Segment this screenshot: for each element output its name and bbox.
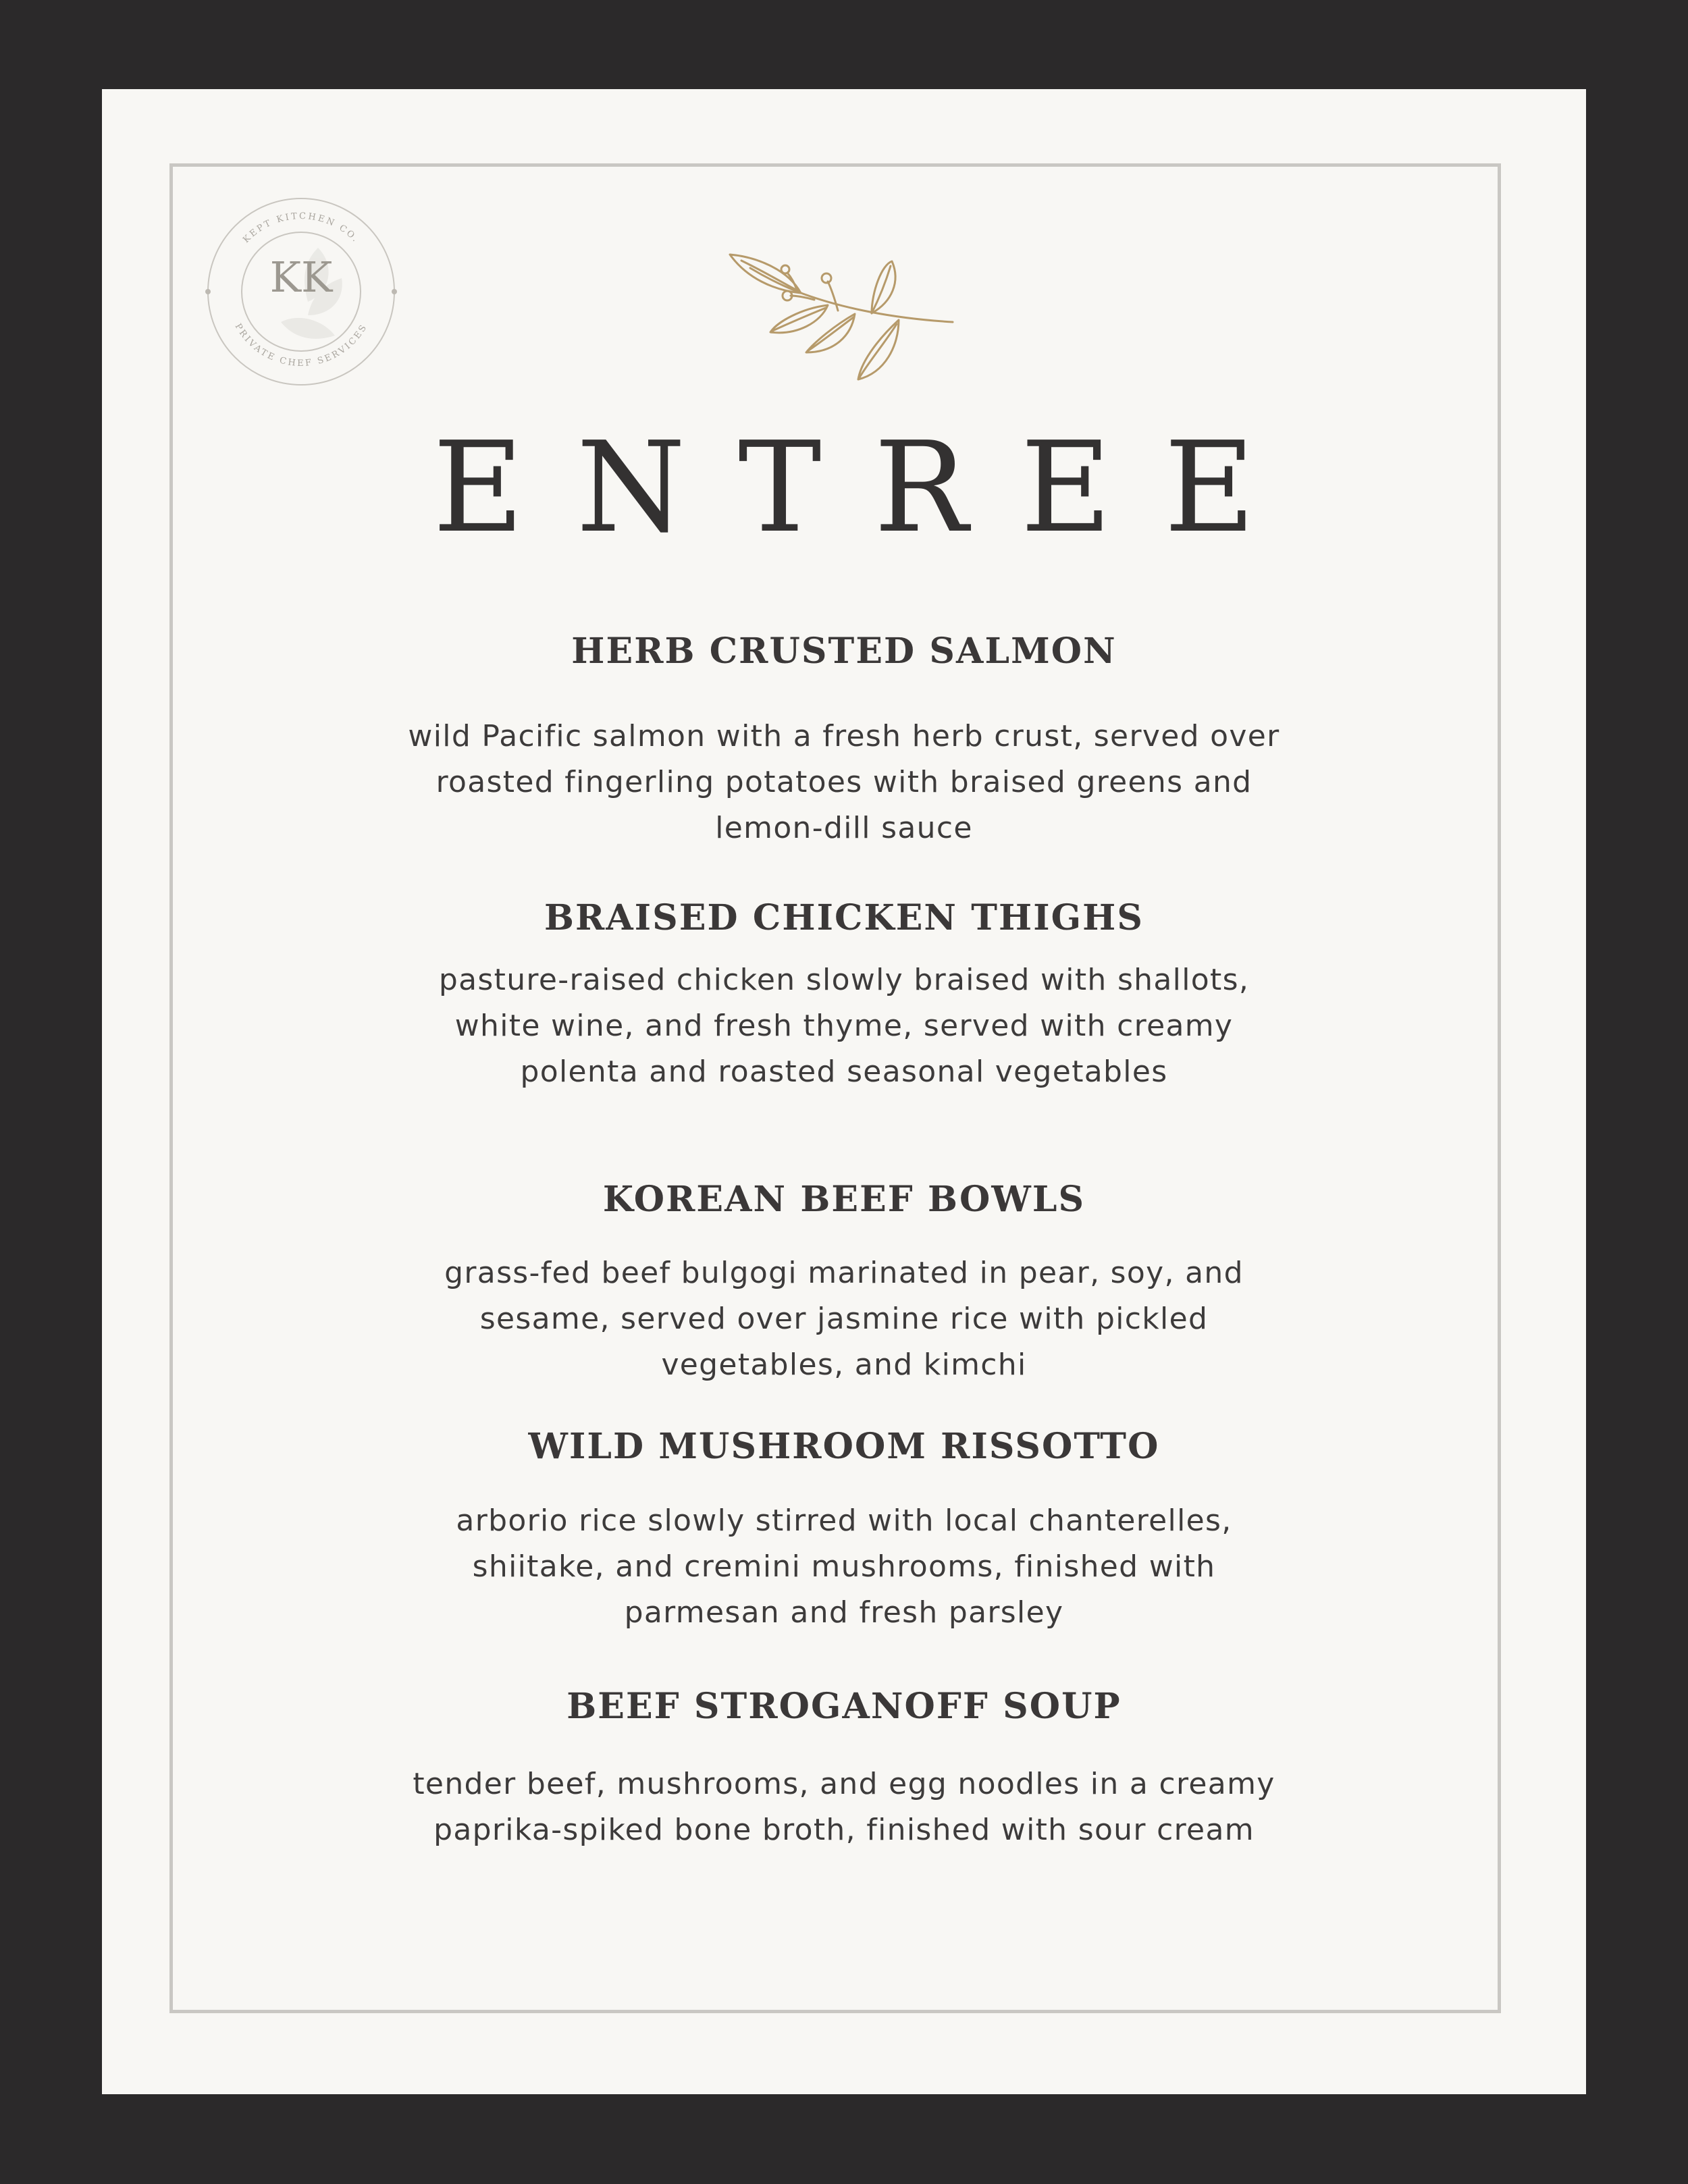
page-title: ENTREE (432, 415, 1308, 560)
menu-item-description: pasture-raised chicken slowly braised with shallots, white wine, and fresh thyme, served with creamy polenta and roasted seasonal vegetables (438, 963, 1250, 1089)
menu-item-description: tender beef, mushrooms, and egg noodles in a creamy paprika-spiked bone broth, finished with sour cream (413, 1767, 1275, 1847)
menu-item-description: wild Pacific salmon with a fresh herb crust, served over roasted fingerling potatoes with braised greens and lemon-dill sauce (408, 719, 1280, 845)
olive-sprig-icon (727, 251, 956, 393)
menu-item-name: KOREAN BEEF BOWLS (602, 1179, 1086, 1220)
menu-item-description: arborio rice slowly stirred with local chanterelles, shiitake, and cremini mushrooms, finished with parmesan and fresh parsley (456, 1503, 1232, 1630)
svg-text:KEPT KITCHEN CO. (241, 211, 361, 245)
menu-item-name: WILD MUSHROOM RISSOTTO (528, 1426, 1160, 1467)
kept-kitchen-logo (200, 190, 402, 393)
menu-item-name: BRAISED CHICKEN THIGHS (544, 897, 1144, 938)
menu-item-name: BEEF STROGANOFF SOUP (566, 1686, 1122, 1727)
menu-page (102, 89, 1586, 2094)
logo-ring-top-text: KEPT KITCHEN CO. (241, 211, 361, 246)
menu-item-description: grass-fed beef bulgogi marinated in pear, soy, and sesame, served over jasmine rice with pickled vegetables, and kimchi (444, 1256, 1244, 1382)
logo-monogram: KK (269, 252, 333, 302)
logo-ring-bottom-text: PRIVATE CHEF SERVICES (232, 321, 370, 369)
menu-item-name: HERB CRUSTED SALMON (571, 631, 1117, 672)
